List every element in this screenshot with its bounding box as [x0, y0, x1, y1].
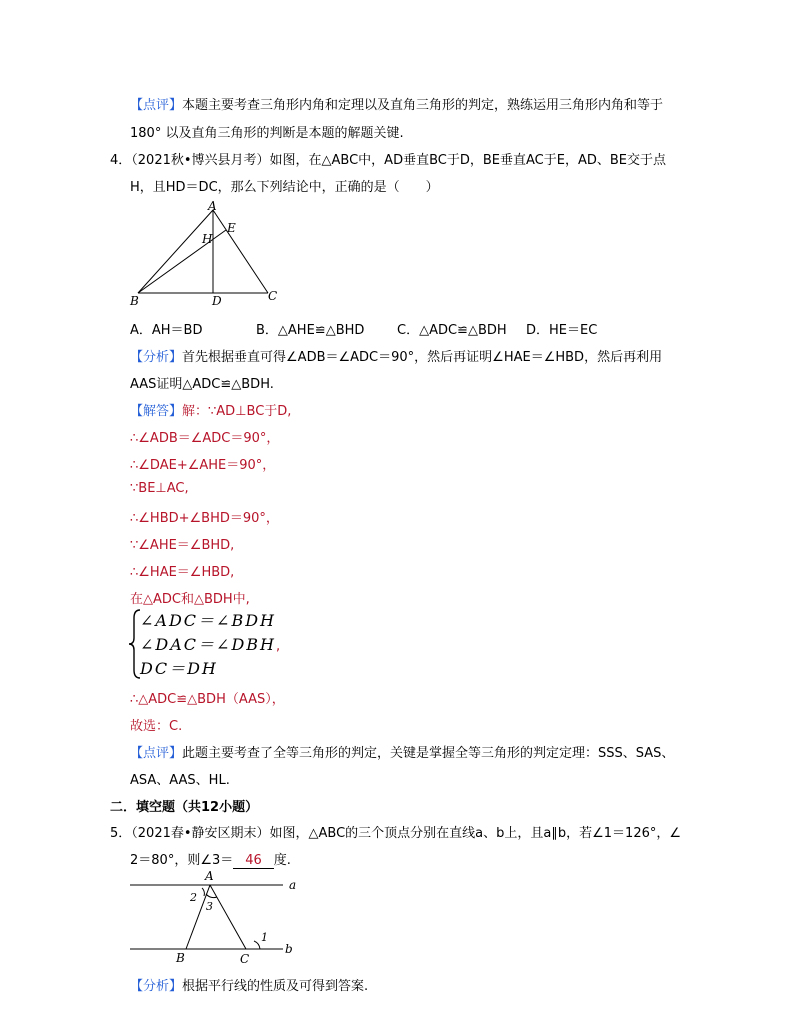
q4-figure: [128, 198, 288, 310]
system-eq-3: DC＝DH: [140, 659, 218, 678]
label-h: H: [202, 232, 213, 246]
answer-step: ∴∠DAE+∠AHE＝90°，: [130, 458, 276, 473]
label-c: C: [268, 289, 278, 303]
angle-1-arc: [254, 941, 260, 949]
label-line-b: b: [285, 942, 293, 956]
q4-stem-line-1: 4．（2021秋•博兴县月考）如图，在△ABC中，AD垂直BC于D，BE垂直AC于E，AD、BE交于点: [110, 153, 666, 168]
review-tag: 【点评】: [130, 746, 183, 761]
review-line-1: [130, 94, 663, 113]
q4-review-line-2: ASA、AAS、HL.: [130, 773, 230, 788]
section-heading: 二．填空题（共12小题）: [110, 800, 259, 815]
label-c-point: C: [240, 952, 250, 966]
side-ab: [138, 210, 213, 293]
q5-figure: [128, 868, 308, 968]
answer-conclusion: ∴△ADC≌△BDH（AAS），: [130, 692, 285, 707]
analysis-tag: 【分析】: [130, 350, 183, 365]
answer-step: ∴∠HAE＝∠HBD,: [130, 565, 235, 580]
q5-answer-blank: 46: [233, 853, 274, 869]
answer-step: ∵BE⊥AC,: [130, 481, 189, 496]
q4-answer-line-1: [130, 400, 291, 419]
q4-option-d: D．HE＝EC: [526, 323, 598, 338]
analysis-tag: 【分析】: [130, 979, 183, 994]
label-b: B: [130, 294, 139, 308]
system-eq-2-row: [140, 632, 280, 655]
q5-analysis-line: [130, 975, 368, 994]
system-eq-2: ∠DAC＝∠DBH: [140, 635, 276, 654]
label-d: D: [212, 294, 222, 308]
analysis-text: 首先根据垂直可得∠ADB＝∠ADC＝90°，然后再证明∠HAE＝∠HBD，然后再利用: [182, 350, 663, 365]
q5-stem-post: 度.: [273, 853, 291, 868]
side-ac: [210, 885, 246, 949]
system-eq-1: ∠ADC＝∠BDH: [140, 611, 276, 630]
label-a: A: [208, 199, 217, 213]
q4-analysis-line-2: AAS证明△ADC≌△BDH.: [130, 377, 274, 392]
label-angle-1: 1: [261, 931, 268, 944]
answer-step: ∵∠AHE＝∠BHD,: [130, 538, 235, 553]
label-a-point: A: [205, 869, 214, 883]
q4-option-b: B．△AHE≌△BHD: [256, 323, 365, 338]
q4-option-c: C．△ADC≌△BDH: [397, 323, 507, 338]
label-angle-2: 2: [190, 891, 197, 904]
system-comma: ,: [275, 639, 281, 654]
answer-choice: 故选：C.: [130, 719, 183, 734]
answer-step: 解：∵AD⊥BC于D,: [182, 404, 292, 419]
analysis-text: 根据平行线的性质及可得到答案.: [182, 979, 369, 994]
review-line-2: 180° 以及直角三角形的判断是本题的解题关键.: [130, 126, 404, 141]
label-e: E: [227, 221, 236, 235]
answer-step: ∴∠ADB＝∠ADC＝90°，: [130, 431, 280, 446]
q4-review-line-1: [130, 742, 674, 761]
q5-stem-line-2: [130, 849, 291, 869]
answer-tag: 【解答】: [130, 404, 183, 419]
q4-option-a: A．AH＝BD: [130, 323, 203, 338]
review-text: 本题主要考查三角形内角和定理以及直角三角形的判定，熟练运用三角形内角和等于: [182, 98, 664, 113]
q4-stem-line-2: H，且HD＝DC，那么下列结论中，正确的是（ ）: [130, 180, 439, 195]
review-text: 此题主要考查了全等三角形的判定，关键是掌握全等三角形的判定定理：SSS、SAS、: [182, 746, 675, 761]
q4-analysis-line-1: [130, 346, 662, 365]
label-b-point: B: [176, 951, 185, 965]
side-ac: [213, 210, 268, 293]
label-angle-3: 3: [206, 900, 213, 913]
answer-step: ∴∠HBD+∠BHD＝90°，: [130, 511, 279, 526]
review-tag: 【点评】: [130, 98, 183, 113]
label-line-a: a: [289, 878, 297, 892]
answer-step: 在△ADC和△BDH中,: [130, 592, 250, 607]
q5-stem-pre: 2＝80°，则∠3＝: [130, 853, 234, 868]
angle-2-arc: [202, 888, 204, 896]
q5-stem-line-1: 5．（2021春•静安区期末）如图，△ABC的三个顶点分别在直线a、b上，且a∥b，若∠1＝126°，∠: [110, 826, 682, 841]
